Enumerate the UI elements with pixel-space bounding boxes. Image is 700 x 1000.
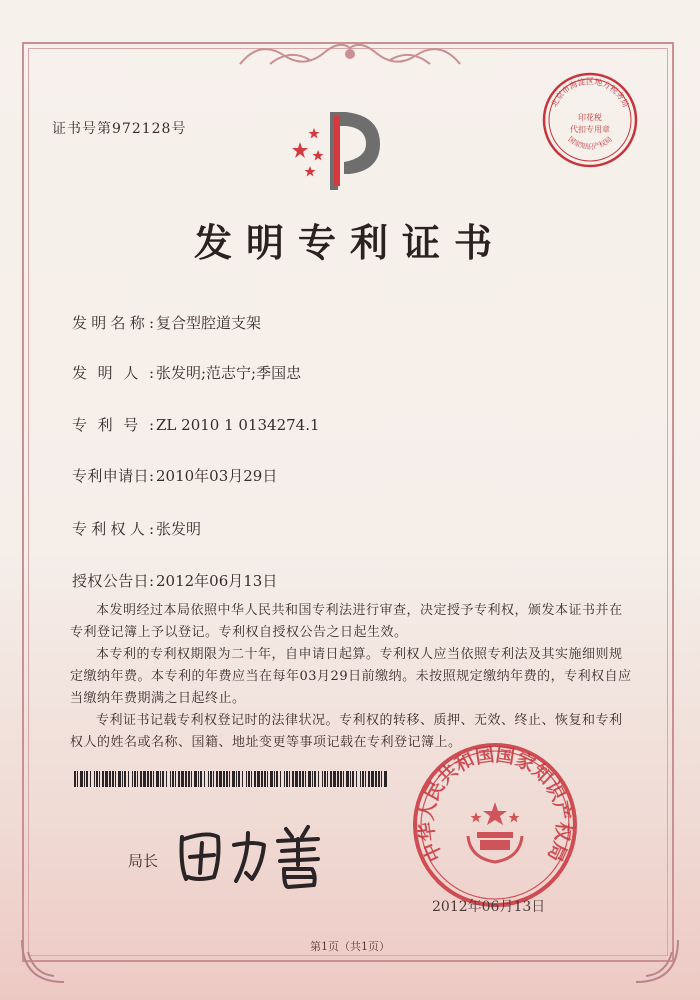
field-application-date (72, 465, 277, 486)
tax-stamp-seal (540, 70, 640, 170)
barcode-bar (384, 771, 387, 787)
barcode-bar (86, 771, 88, 787)
field-patentee (72, 518, 201, 539)
barcode-bar (251, 771, 252, 787)
barcode-bar (302, 771, 304, 787)
director-signature (168, 815, 338, 895)
barcode-bar (181, 771, 184, 787)
barcode-bar (80, 771, 83, 787)
tax-stamp-bottom-text: 国家知识产权局 (566, 135, 614, 151)
barcode-bar (112, 771, 114, 787)
field-label: 授权公告日: (72, 572, 154, 590)
barcode-bar (327, 771, 328, 787)
barcode-bar (153, 771, 154, 787)
barcode-bar (289, 771, 290, 787)
barcode-bar (134, 771, 136, 787)
barcode-bar (257, 771, 260, 787)
barcode-bar (213, 771, 214, 787)
barcode-bar (292, 771, 294, 787)
paragraph-term: 本专利的专利权期限为二十年，自申请日起算。专利权人应当依照专利法及其实施细则规定缴纳年费。本专利的年费应当在每年03月29日前缴纳。未按照规定缴纳年费的，专利权自应当缴纳年费期满之日起终止。 (70, 647, 632, 706)
barcode-bar (346, 771, 349, 787)
field-label: 发明人: (72, 364, 154, 382)
barcode-bar (350, 771, 351, 787)
barcode-bar (238, 771, 240, 787)
svg-text:北京市海淀区地方税务局 (549, 76, 631, 108)
field-label: 专利号: (72, 416, 154, 434)
barcode-bar (308, 771, 311, 787)
barcode-bar (340, 771, 342, 787)
barcode-bar (143, 771, 146, 787)
certificate-title: 发明专利证书 (193, 220, 506, 265)
field-grant-date (72, 570, 277, 591)
field-label: 专利权人: (72, 520, 154, 538)
barcode-bar (324, 771, 326, 787)
barcode-bar (286, 771, 288, 787)
svg-text:国家知识产权局 (566, 134, 613, 150)
barcode-bar (156, 771, 159, 787)
field-value: 2010年03月29日 (156, 467, 278, 485)
barcode-bar (305, 771, 306, 787)
barcode-bar (140, 771, 142, 787)
barcode-bar (102, 771, 104, 787)
barcode-bar (229, 771, 230, 787)
field-inventors (72, 362, 301, 383)
barcode-bar (246, 771, 247, 787)
barcode-bar (368, 771, 370, 787)
certificate-number: 证书号第972128号 (52, 121, 187, 137)
field-value: 复合型腔道支架 (156, 314, 262, 332)
barcode-bar (99, 771, 100, 787)
barcode-bar (105, 771, 108, 787)
barcode-bar (312, 771, 313, 787)
barcode-bar (362, 771, 364, 787)
barcode-bar (109, 771, 111, 787)
barcode-bar (343, 771, 344, 787)
barcode (74, 771, 390, 787)
barcode-bar (198, 771, 199, 787)
barcode-bar (248, 771, 250, 787)
barcode-bar (208, 771, 209, 787)
barcode-bar (188, 771, 190, 787)
barcode-bar (375, 771, 377, 787)
barcode-bar (77, 771, 78, 787)
field-label: 发明名称: (72, 314, 154, 332)
barcode-bar (128, 771, 129, 787)
patent-office-logo-icon (288, 102, 398, 197)
barcode-bar (314, 771, 316, 787)
barcode-bar (118, 771, 121, 787)
field-value: 张发明;范志宁;季国忠 (156, 364, 302, 382)
barcode-bar (137, 771, 138, 787)
field-patent-number (72, 414, 320, 435)
barcode-bar (96, 771, 98, 787)
patent-office-seal (410, 740, 580, 910)
barcode-bar (280, 771, 281, 787)
barcode-bar (147, 771, 149, 787)
barcode-bar (191, 771, 192, 787)
barcode-bar (356, 771, 357, 787)
barcode-bar (74, 771, 76, 787)
barcode-bar (337, 771, 339, 787)
barcode-bar (352, 771, 354, 787)
barcode-bar (124, 771, 126, 787)
barcode-bar (160, 771, 161, 787)
barcode-bar (299, 771, 301, 787)
barcode-bar (185, 771, 187, 787)
barcode-bar (267, 771, 268, 787)
field-invention-name (72, 312, 261, 333)
director-label: 局长 (128, 852, 159, 870)
barcode-bar (132, 771, 133, 787)
tax-stamp-center-1: 印花税 (578, 113, 602, 122)
tax-stamp-center-2: 代扣专用章 (570, 125, 610, 134)
barcode-bar (360, 771, 361, 787)
barcode-bar (261, 771, 263, 787)
seal-date: 2012年06月13日 (432, 899, 546, 915)
barcode-bar (219, 771, 222, 787)
barcode-bar (242, 771, 243, 787)
barcode-bar (170, 771, 171, 787)
barcode-bar (115, 771, 116, 787)
paragraph-legal-status: 专利证书记载专利权登记时的法律状况。专利权的转移、质押、无效、终止、恢复和专利权人的姓名或名称、国籍、地址变更等事项记载在专利登记簿上。 (70, 713, 623, 750)
barcode-bar (232, 771, 235, 787)
barcode-bar (318, 771, 319, 787)
barcode-bar (216, 771, 218, 787)
barcode-bar (200, 771, 202, 787)
barcode-bar (172, 771, 174, 787)
field-value: 2012年06月13日 (156, 572, 278, 590)
barcode-bar (150, 771, 152, 787)
barcode-bar (90, 771, 91, 787)
barcode-bar (204, 771, 205, 787)
barcode-bar (122, 771, 123, 787)
barcode-bar (270, 771, 273, 787)
barcode-bar (194, 771, 197, 787)
barcode-bar (371, 771, 374, 787)
barcode-bar (274, 771, 275, 787)
field-value: ZL 2010 1 0134274.1 (156, 416, 320, 434)
paragraph-grant: 本发明经过本局依照中华人民共和国专利法进行审查，决定授予专利权，颁发本证书并在专利登记簿上予以登记。专利权自授权公告之日起生效。 (70, 603, 623, 640)
barcode-bar (264, 771, 266, 787)
barcode-bar (166, 771, 167, 787)
barcode-bar (365, 771, 366, 787)
barcode-bar (378, 771, 380, 787)
barcode-bar (284, 771, 285, 787)
page-footer: 第1页（共1页） (310, 940, 390, 953)
barcode-bar (175, 771, 176, 787)
tax-stamp-ring-text: 北京市海淀区地方税务局 (549, 77, 631, 109)
barcode-bar (236, 771, 237, 787)
barcode-bar (223, 771, 225, 787)
barcode-bar (178, 771, 180, 787)
field-label: 专利申请日: (72, 467, 154, 485)
top-ornament (230, 34, 470, 74)
barcode-bar (254, 771, 256, 787)
barcode-bar (162, 771, 164, 787)
seal-ring-text: 中华人民共和国国家知识产权局 (415, 743, 575, 865)
barcode-bar (322, 771, 323, 787)
barcode-bar (333, 771, 336, 787)
barcode-bar (226, 771, 228, 787)
barcode-bar (94, 771, 95, 787)
barcode-bar (381, 771, 382, 787)
barcode-bar (84, 771, 85, 787)
barcode-bar (330, 771, 332, 787)
barcode-bar (210, 771, 212, 787)
barcode-bar (276, 771, 278, 787)
field-value: 张发明 (156, 520, 202, 538)
barcode-bar (295, 771, 298, 787)
